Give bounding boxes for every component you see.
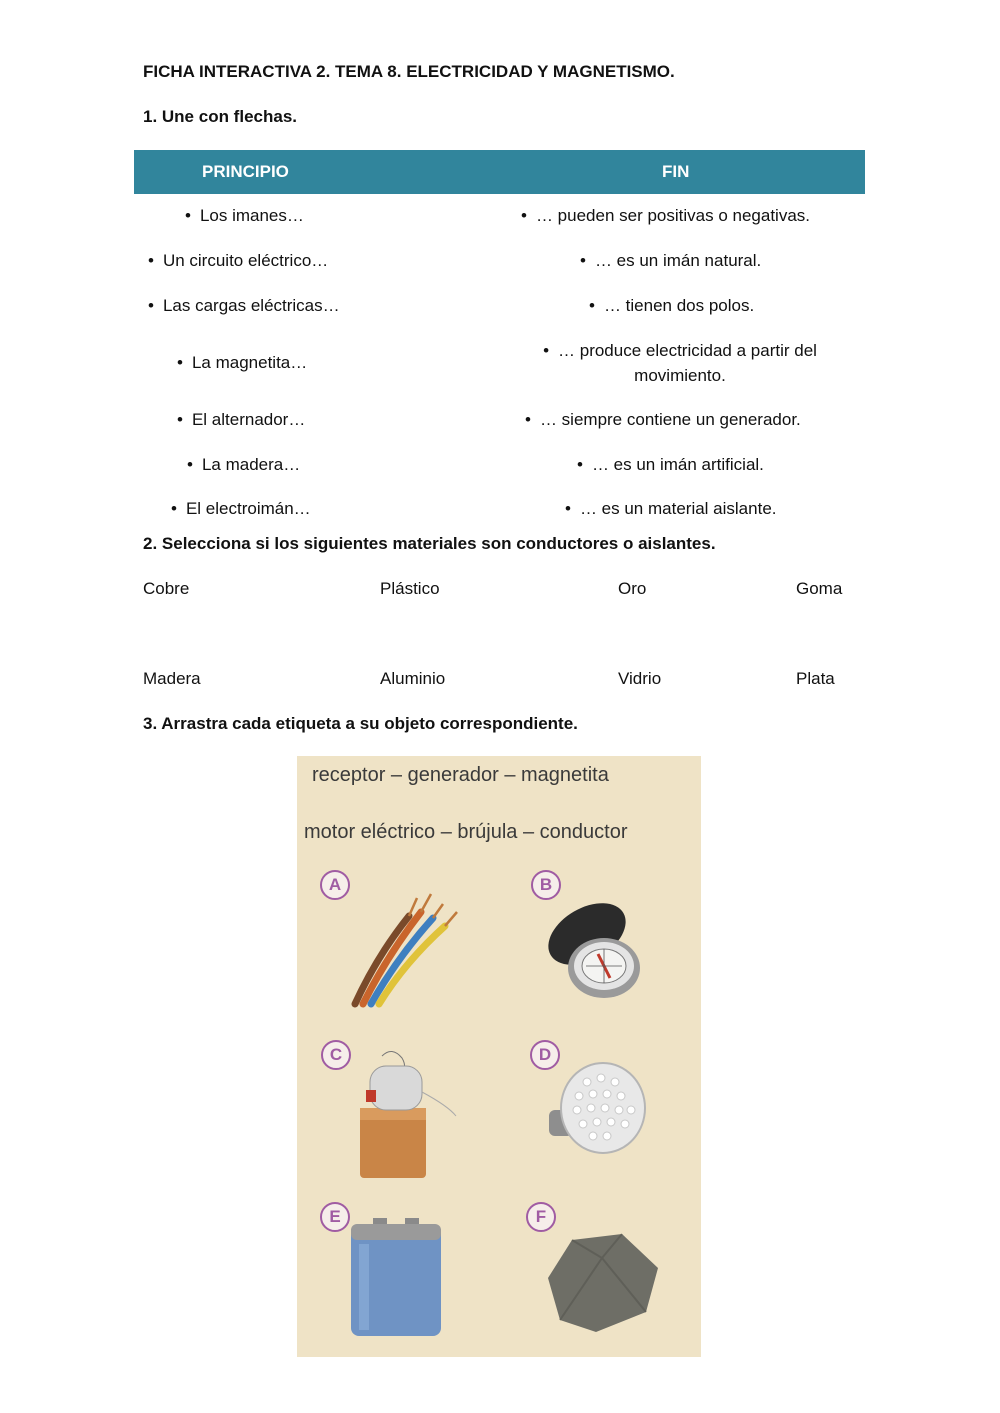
header-fin: FIN: [662, 162, 690, 181]
fin-item-3[interactable]: • … tienen dos polos.: [589, 296, 755, 315]
material-vidrio[interactable]: Vidrio: [618, 669, 662, 688]
principio-item-6[interactable]: • La madera…: [187, 455, 301, 474]
material-plata[interactable]: Plata: [796, 669, 835, 688]
coil-icon[interactable]: [352, 1046, 472, 1186]
principio-item-4[interactable]: • La magnetita…: [177, 353, 308, 372]
badge-f: F: [526, 1202, 556, 1232]
fin-item-6[interactable]: • … es un imán artificial.: [577, 455, 764, 474]
material-plastico[interactable]: Plástico: [380, 579, 440, 598]
material-aluminio[interactable]: Aluminio: [380, 669, 446, 688]
section2-heading: 2. Selecciona si los siguientes materiales son conductores o aislantes.: [143, 534, 716, 553]
fin-item-2[interactable]: • … es un imán natural.: [580, 251, 762, 270]
badge-c: C: [321, 1040, 351, 1070]
labels-line-2: motor eléctrico – brújula – conductor: [304, 821, 628, 843]
badge-e: E: [320, 1202, 350, 1232]
rock-icon[interactable]: [542, 1228, 662, 1338]
principio-item-5[interactable]: • El alternador…: [177, 410, 306, 429]
fin-item-4[interactable]: • … produce electricidad a partir del movimiento.: [543, 341, 817, 385]
material-oro[interactable]: Oro: [618, 579, 647, 598]
match-table-header: [134, 150, 865, 194]
material-madera[interactable]: Madera: [143, 669, 201, 688]
badge-a: A: [320, 870, 350, 900]
fin-item-7[interactable]: • … es un material aislante.: [565, 499, 777, 518]
battery-icon[interactable]: [347, 1216, 447, 1341]
objects-panel: [297, 756, 701, 1357]
material-goma[interactable]: Goma: [796, 579, 843, 598]
labels-line-1: receptor – generador – magnetita: [312, 764, 609, 786]
section1-heading: 1. Une con flechas.: [143, 107, 297, 126]
compass-icon[interactable]: [542, 896, 662, 1006]
principio-item-1[interactable]: • Los imanes…: [185, 206, 304, 225]
section3-heading: 3. Arrastra cada etiqueta a su objeto correspondiente.: [143, 714, 578, 733]
material-cobre[interactable]: Cobre: [143, 579, 190, 598]
header-principio: PRINCIPIO: [202, 162, 289, 181]
principio-item-3[interactable]: • Las cargas eléctricas…: [148, 296, 340, 315]
page-title: FICHA INTERACTIVA 2. TEMA 8. ELECTRICIDAD Y MAGNETISMO.: [143, 62, 675, 81]
badge-d: D: [530, 1040, 560, 1070]
fin-item-1[interactable]: • … pueden ser positivas o negativas.: [521, 206, 811, 225]
fin-item-5[interactable]: • … siempre contiene un generador.: [525, 410, 801, 429]
led-bulb-icon[interactable]: [547, 1056, 657, 1166]
cables-icon[interactable]: [347, 886, 467, 1006]
badge-b: B: [531, 870, 561, 900]
principio-item-2[interactable]: • Un circuito eléctrico…: [148, 251, 329, 270]
principio-item-7[interactable]: • El electroimán…: [171, 499, 311, 518]
